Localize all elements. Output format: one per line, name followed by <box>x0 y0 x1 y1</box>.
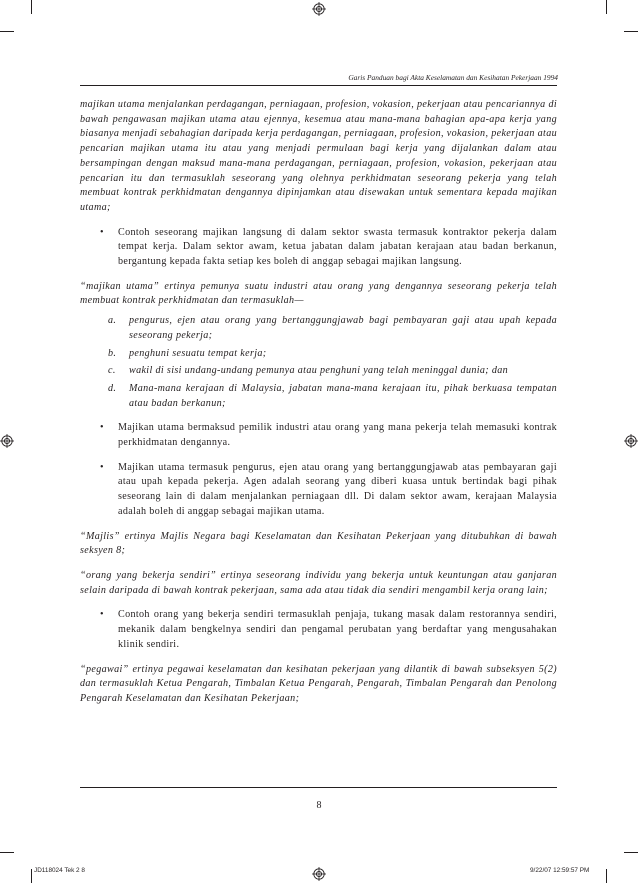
bullet-list <box>80 421 557 450</box>
list-item-text: penghuni sesuatu tempat kerja; <box>129 347 267 359</box>
paragraph-definition-orang-bekerja-sendiri: “orang yang bekerja sendiri” ertinya seseorang individu yang bekerja untuk keuntungan atau ganjaran selain daripada di bawah kontrak pekerjaan, sama ada atau tidak dia sendiri mengambil kerja orang lain; <box>80 569 557 596</box>
bullet-text: Contoh seseorang majikan langsung di dalam sektor swasta termasuk kontraktor pekerja dalam tempat kerja. Dalam sektor awam, ketua jabatan dalam jabatan kerajaan atau badan berkanun, bergantung kepada fakta setiap kes boleh di anggap sebagai majikan langsung. <box>118 226 557 268</box>
paragraph-definition-majikan-utama: “majikan utama” ertinya pemunya suatu industri atau orang yang dengannya seseorang pekerja telah membuat kontrak perkhidmatan dan termasuklah— <box>80 280 557 307</box>
slug-left: JD118024 Tek 2 8 <box>34 867 85 874</box>
list-item <box>80 314 557 343</box>
registration-mark-icon <box>312 2 326 16</box>
bullet-item <box>80 608 557 652</box>
bullet-icon: • <box>100 609 104 621</box>
list-marker: c. <box>108 365 116 377</box>
paragraph-definition-pegawai: “pegawai” ertinya pegawai keselamatan dan kesihatan pekerjaan yang dilantik di bawah subseksyen 5(2) dan termasuklah Ketua Pengarah, Timbalan Ketua Pengarah, Pengarah, Timbalan Pengarah dan Penolong Pengarah Keselamatan dan Kesihatan Pekerjaan; <box>80 663 557 704</box>
paragraph-majikan-utama-cont: majikan utama menjalankan perdagangan, perniagaan, profesion, vokasion, pekerjaan atau pencariannya di bawah pengawasan majikan utama atau ejennya, kesemua atau mana-mana bahagian apa-apa kerja yang biasanya menjadi sebahagian daripada kerja perdagangan, perniagaan, profesion, vokasion, pekerjaan atau pencarian majikan utama itu atau yang menjadi permulaan bagi kerja yang dijalankan dalam atau bersampingan dengan maksud mana-mana perdagangan, perniagaan, profesion, vokasion, pekerjaan atau pencarian itu dan termasuklah seseorang yang olehnya perkhidmatan seseorang pekerja yang telah membuat kontrak perkhidmatan dengannya dipinjamkan atau disewakan untuk sementara kepada majikan utama; <box>80 99 557 213</box>
list-item <box>80 382 557 411</box>
crop-mark-tr-h <box>624 31 638 32</box>
registration-mark-icon <box>312 867 326 881</box>
registration-mark-icon <box>624 434 638 448</box>
list-item <box>80 347 557 362</box>
running-header: Garis Panduan bagi Akta Keselamatan dan Kesihatan Pekerjaan 1994 <box>348 73 558 82</box>
crop-mark-bl-h <box>0 852 14 853</box>
header-rule <box>80 85 557 86</box>
bullet-list <box>80 608 557 652</box>
bullet-list <box>80 461 557 520</box>
list-item-text: Mana-mana kerajaan di Malaysia, jabatan mana-mana kerajaan itu, pihak berkuasa tempatan atau badan berkanun; <box>129 382 557 409</box>
registration-mark-icon <box>0 434 14 448</box>
footer-rule <box>80 787 557 788</box>
crop-mark-bl-v <box>31 869 32 883</box>
bullet-text: Contoh orang yang bekerja sendiri termasuklah penjaja, tukang masak dalam restorannya sendiri, mekanik dalam bengkelnya sendiri dan pengamal perubatan yang berdaftar yang mengusahakan klinik sendiri. <box>118 609 557 650</box>
bullet-list <box>80 226 557 270</box>
crop-mark-tr-v <box>606 0 607 14</box>
bullet-item <box>80 226 557 270</box>
crop-mark-br-h <box>624 852 638 853</box>
slug-right: 9/22/07 12:59:57 PM <box>530 867 590 874</box>
crop-mark-br-v <box>606 869 607 883</box>
bullet-icon: • <box>100 226 104 238</box>
bullet-text: Majikan utama termasuk pengurus, ejen atau orang yang bertanggungjawab atas pembayaran gaji atau upah kepada pekerja. Agen adalah seorang yang diberi kuasa untuk bertindak bagi pihak seseorang lain di dalam menjalankan perniagaan dll. Di dalam sektor awam, kerajaan Malaysia adalah boleh di anggap sebagai majikan utama. <box>118 461 557 517</box>
crop-mark-tl-h <box>0 31 14 32</box>
bullet-icon: • <box>100 422 104 434</box>
list-marker: a. <box>108 315 117 327</box>
bullet-item <box>80 421 557 450</box>
bullet-icon: • <box>100 461 104 473</box>
bullet-text: Majikan utama bermaksud pemilik industri atau orang yang mana pekerja telah memasuki kontrak perkhidmatan dengannya. <box>118 422 557 449</box>
list-item-text: pengurus, ejen atau orang yang bertanggungjawab bagi pembayaran gaji atau upah kepada seseorang pekerja; <box>129 315 557 341</box>
bullet-item <box>80 461 557 520</box>
alpha-list <box>80 314 557 411</box>
page-body <box>80 98 557 717</box>
page-number: 8 <box>316 800 322 811</box>
crop-mark-tl-v <box>31 0 32 14</box>
list-item <box>80 364 557 379</box>
list-item-text: wakil di sisi undang-undang pemunya atau penghuni yang telah meninggal dunia; dan <box>129 365 509 377</box>
paragraph-definition-majlis: “Majlis” ertinya Majlis Negara bagi Keselamatan dan Kesihatan Pekerjaan yang ditubuhkan di bawah seksyen 8; <box>80 530 557 557</box>
list-marker: b. <box>108 347 117 359</box>
list-marker: d. <box>108 382 117 394</box>
